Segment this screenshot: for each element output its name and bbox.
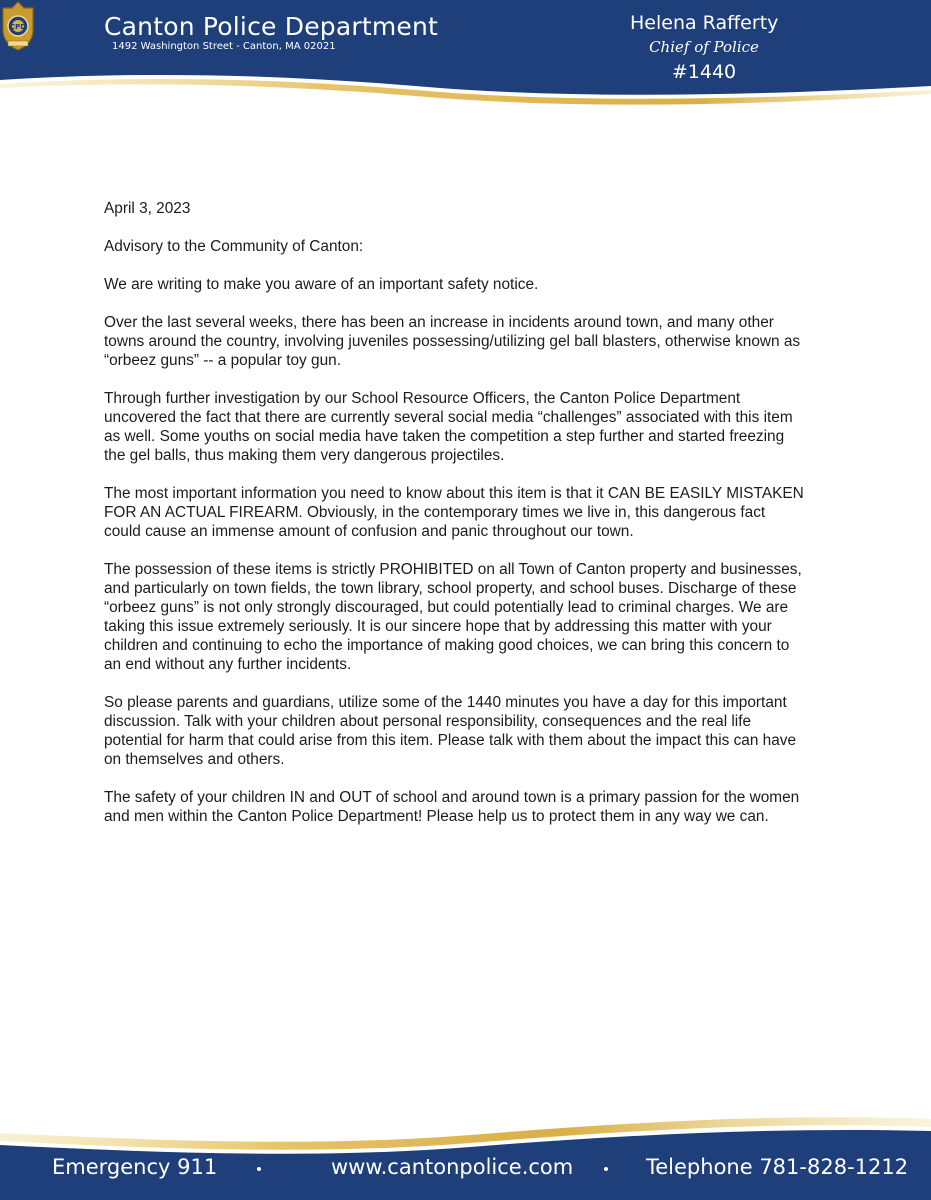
letterhead-header	[0, 0, 931, 110]
letter-paragraph: The possession of these items is strictly PROHIBITED on all Town of Canton property and businesses, and particularly on town fields, the town library, school property, and school buses. Discharge of these “orbeez guns” is not only strongly discouraged, but could potentially lead to criminal charges. We are taking this issue extremely seriously. It is our sincere hope that by addressing this matter with your children and continuing to echo the importance of making good choices, we can bring this concern to an end without any further incidents.	[104, 561, 802, 673]
footer-separator-dot	[604, 1167, 608, 1171]
letterhead-footer	[0, 1105, 931, 1200]
letter-date: April 3, 2023	[104, 200, 191, 217]
letter-paragraph: The safety of your children IN and OUT of school and around town is a primary passion for the women and men within the Canton Police Department! Please help us to protect them in any way we can.	[104, 789, 800, 825]
svg-text:CPD: CPD	[9, 23, 27, 31]
footer-website-link[interactable]: www.cantonpolice.com	[331, 1155, 574, 1179]
letter-paragraph: So please parents and guardians, utilize some of the 1440 minutes you have a day for this important discussion. Talk with your children about personal responsibility, consequences and the real life potential for harm that could arise from this item. Please talk with them about the impact this can have on themselves and others.	[104, 694, 797, 768]
letter-paragraph: The most important information you need to know about this item is that it CAN BE EASILY MISTAKEN FOR AN ACTUAL FIREARM. Obviously, in the contemporary times we live in, this dangerous fact could cause an immense amount of confusion and panic throughout our town.	[104, 485, 804, 540]
department-name: Canton Police Department	[104, 12, 439, 41]
footer-emergency: Emergency 911	[52, 1155, 218, 1179]
letter-body	[104, 199, 804, 845]
chief-title: Chief of Police	[649, 38, 759, 56]
footer-telephone: Telephone 781-828-1212	[646, 1155, 909, 1179]
police-badge-icon	[0, 0, 36, 52]
letter-salutation: Advisory to the Community of Canton:	[104, 238, 364, 255]
letter-paragraph: We are writing to make you aware of an important safety notice.	[104, 276, 539, 293]
footer-separator-dot	[257, 1167, 261, 1171]
department-address: 1492 Washington Street - Canton, MA 02021	[112, 41, 336, 52]
chief-badge-number: #1440	[671, 61, 737, 83]
footer-wave-graphic	[0, 1105, 931, 1200]
chief-name: Helena Rafferty	[630, 12, 779, 34]
letter-paragraph: Through further investigation by our School Resource Officers, the Canton Police Department uncovered the fact that there are currently several social media “challenges” associated with this item as well. Some youths on social media have taken the competition a step further and started freezing the gel balls, thus making them very dangerous projectiles.	[104, 390, 793, 464]
letter-paragraph: Over the last several weeks, there has been an increase in incidents around town, and many other towns around the country, involving juveniles possessing/utilizing gel ball blasters, otherwise known as “orbeez guns” -- a popular toy gun.	[104, 314, 801, 369]
